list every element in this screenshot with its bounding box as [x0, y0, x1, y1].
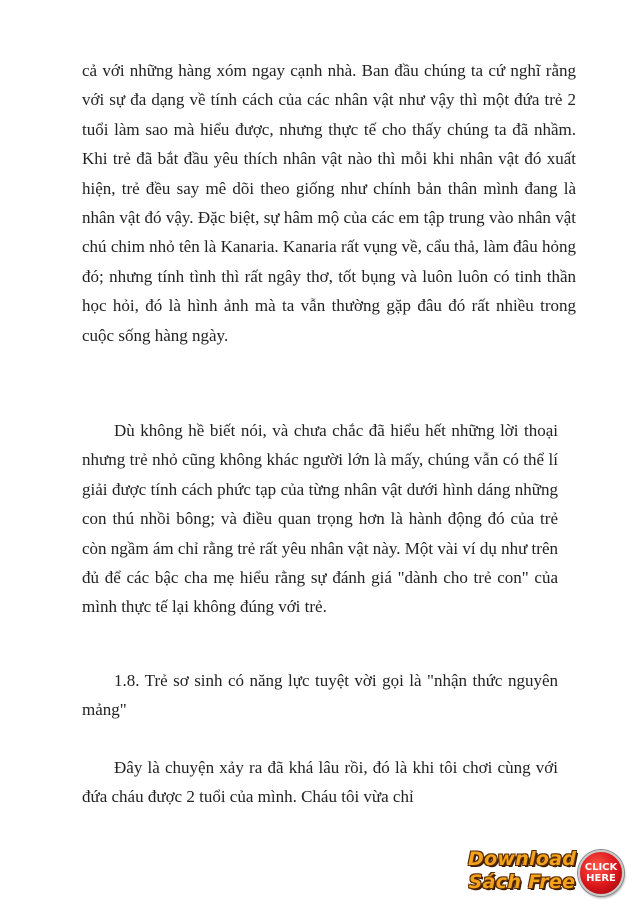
click-here-button[interactable]: [578, 850, 624, 896]
download-label: Download: [468, 848, 577, 870]
body-paragraph-2: Dù không hề biết nói, và chưa chắc đã hiểu hết những lời thoại nhưng trẻ nhỏ cũng không khác người lớn là mấy, chúng vẫn có thể lí giải được tính cách phức tạp của từng nhân vật dưới hình dáng những con thú nhồi bông; và điều quan trọng hơn là hành động đó của trẻ còn ngầm ám chỉ rằng trẻ rất yêu nhân vật này. Một vài ví dụ như trên đủ để các bậc cha mẹ hiểu rằng sự đánh giá "dành cho trẻ con" của mình thực tế lại không đúng với trẻ.: [82, 421, 558, 617]
free-book-label: Sách Free: [468, 871, 576, 893]
section-heading: 1.8. Trẻ sơ sinh có năng lực tuyệt vời gọi là "nhận thức nguyên mảng": [82, 671, 558, 720]
download-badge[interactable]: [468, 846, 628, 900]
download-badge-text[interactable]: [468, 848, 576, 894]
here-label: HERE: [586, 873, 616, 884]
body-paragraph-1: cả với những hàng xóm ngay cạnh nhà. Ban đầu chúng ta cứ nghĩ rằng với sự đa dạng về tính cách của các nhân vật như vậy thì một đứa trẻ 2 tuổi làm sao mà hiểu được, nhưng thực tế cho thấy chúng ta đã nhầm. Khi trẻ đã bắt đầu yêu thích nhân vật nào thì mỗi khi nhân vật đó xuất hiện, trẻ đều say mê dõi theo giống như chính bản thân mình đang là nhân vật đó vậy. Đặc biệt, sự hâm mộ của các em tập trung vào nhân vật chú chim nhỏ tên là Kanaria. Kanaria rất vụng về, cẩu thả, làm đâu hỏng đó; nhưng tính tình thì rất ngây thơ, tốt bụng và luôn luôn có tinh thần học hỏi, đó là hình ảnh mà ta vẫn thường gặp đâu đó rất nhiều trong cuộc sống hàng ngày.: [82, 61, 576, 345]
body-paragraph-3: Đây là chuyện xảy ra đã khá lâu rồi, đó là khi tôi chơi cùng với đứa cháu được 2 tuổi của mình. Cháu tôi vừa chỉ: [82, 758, 558, 807]
click-label: CLICK: [584, 862, 618, 873]
